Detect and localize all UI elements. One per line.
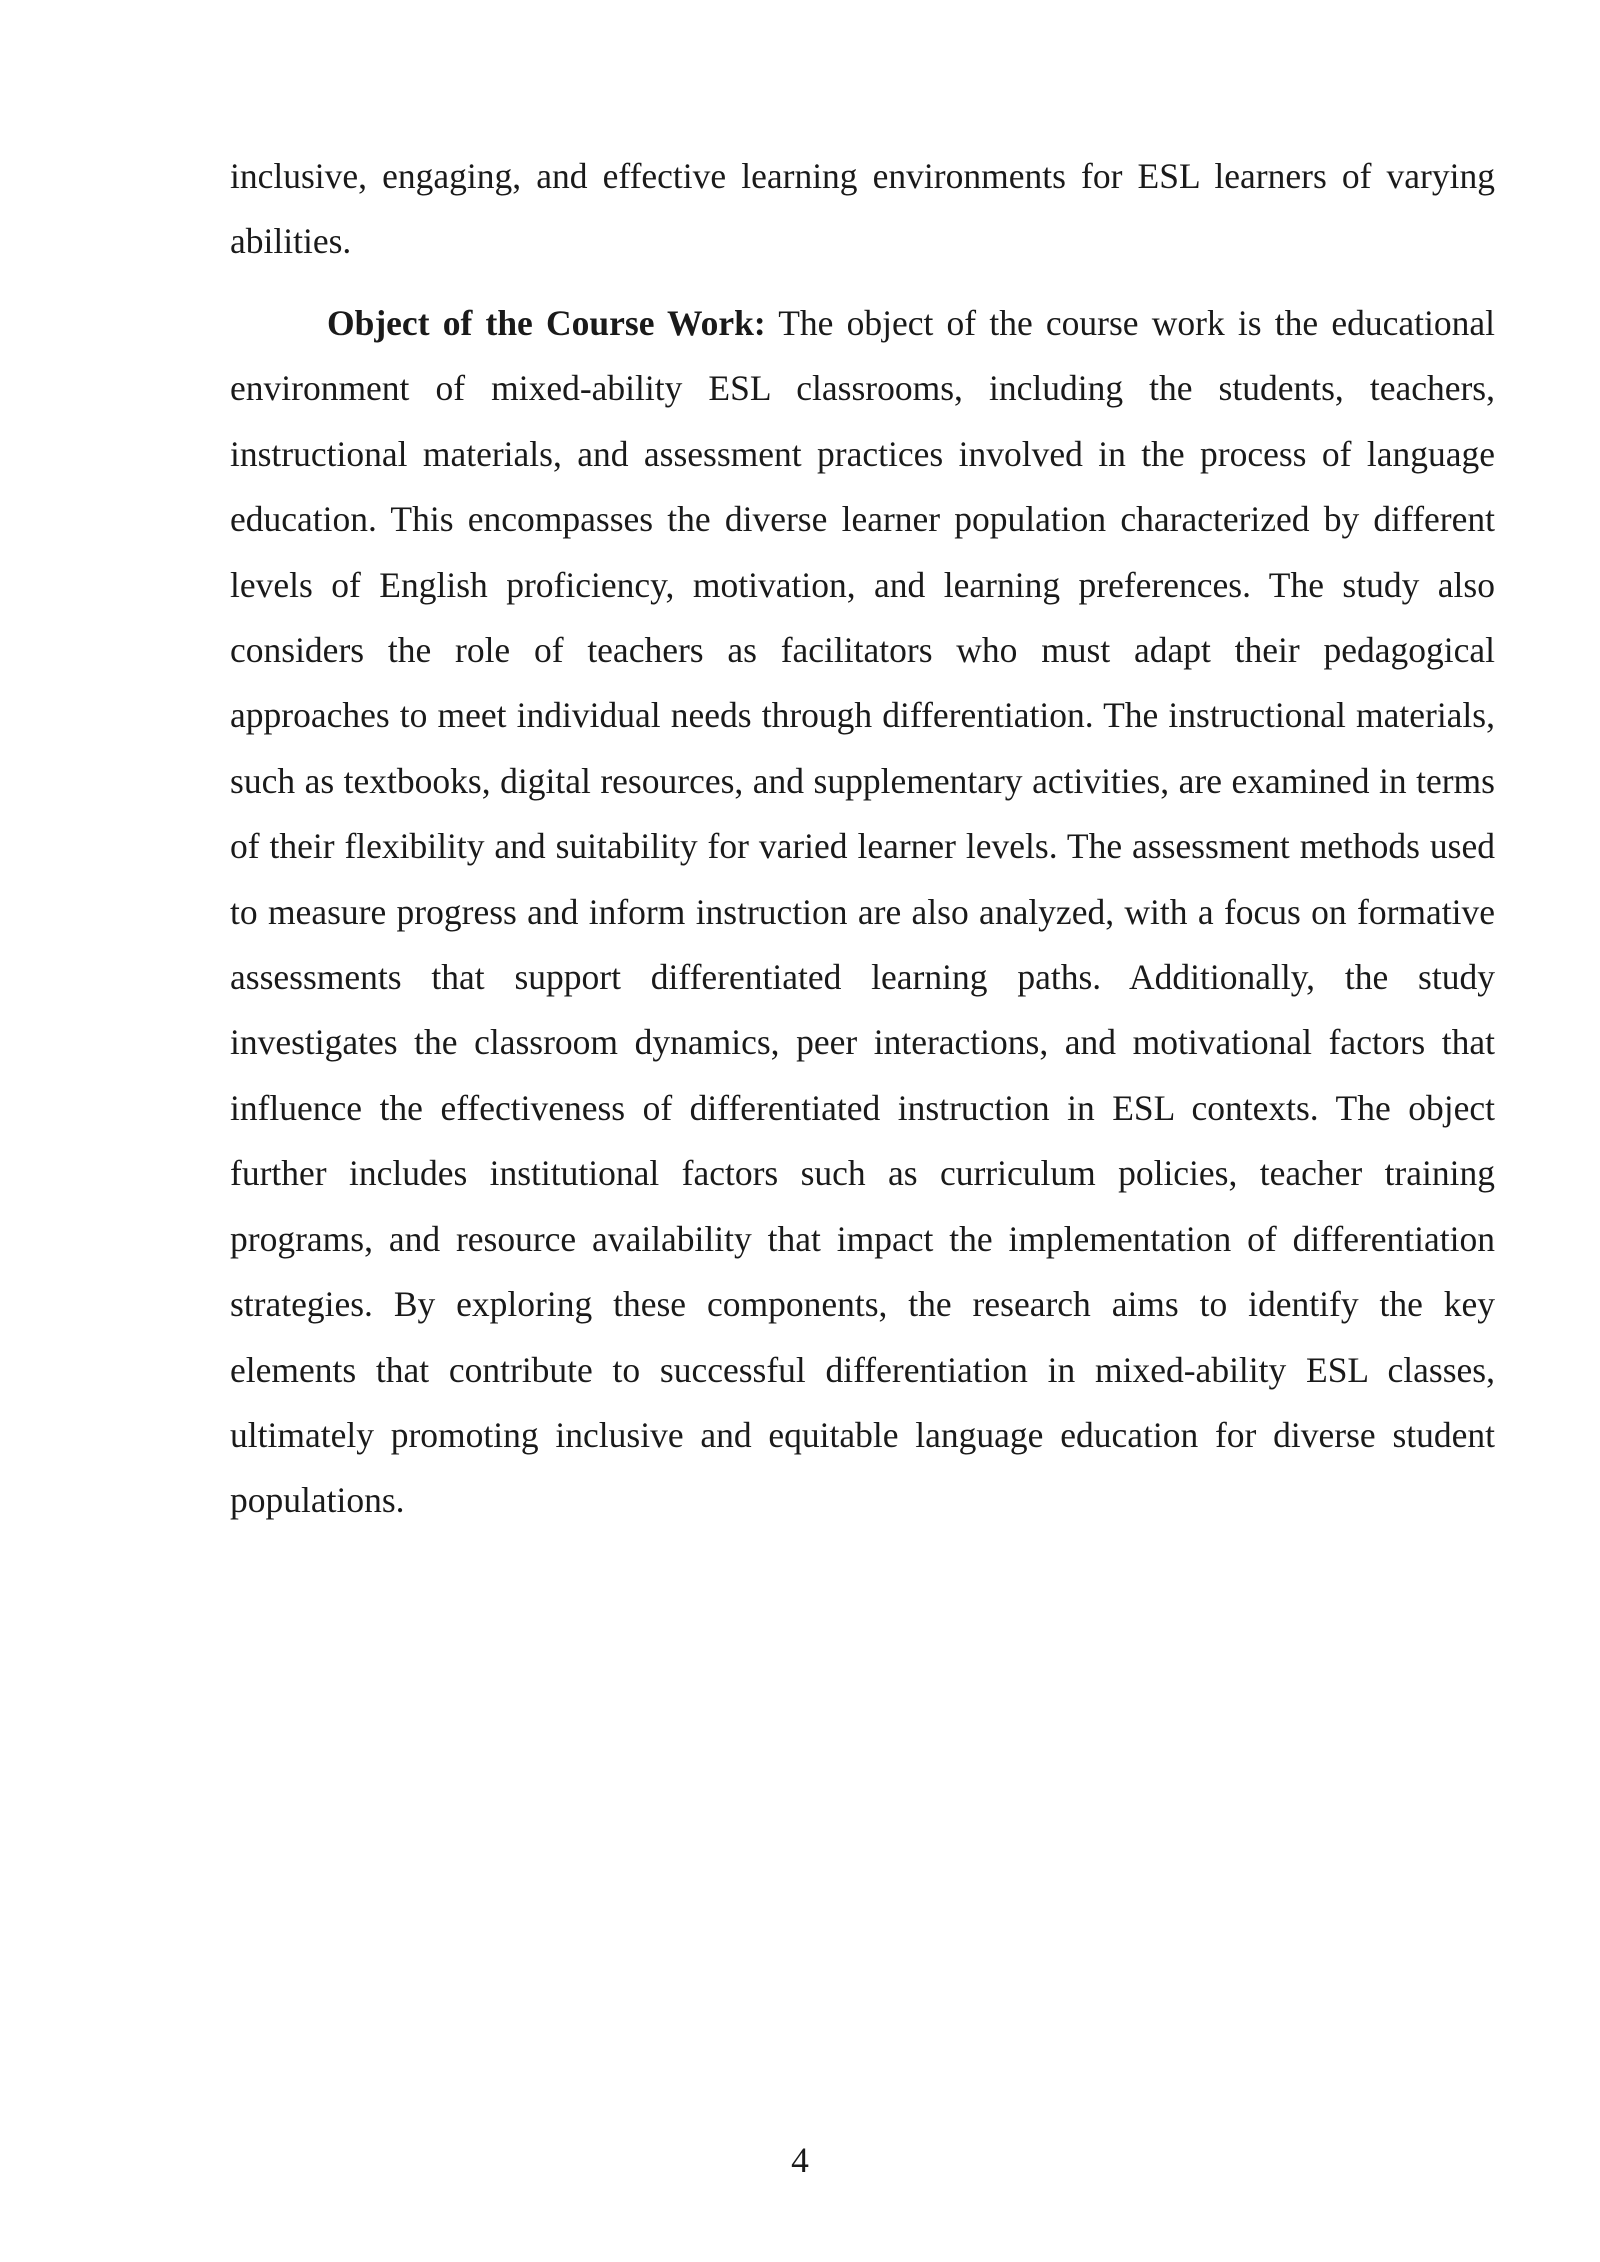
paragraph-object-of-course-work [230,291,1495,1534]
paragraph-body: The object of the course work is the educational environment of mixed-ability ESL classrooms, including the students, teachers, instructional materials, and assessment practices involved in the process of language education. This encompasses the diverse learner population characterized by different levels of English proficiency, motivation, and learning preferences. The study also considers the role of teachers as facilitators who must adapt their pedagogical approaches to meet individual needs through differentiation. The instructional materials, such as textbooks, digital resources, and supplementary activities, are examined in terms of their flexibility and suitability for varied learner levels. The assessment methods used to measure progress and inform instruction are also analyzed, with a focus on formative assessments that support differentiated learning paths. Additionally, the study investigates the classroom dynamics, peer interactions, and motivational factors that influence the effectiveness of differentiated instruction in ESL contexts. The object further includes institutional factors such as curriculum policies, teacher training programs, and resource availability that impact the implementation of differentiation strategies. By exploring these components, the research aims to identify the key elements that contribute to successful differentiation in mixed-ability ESL classes, ultimately promoting inclusive and equitable language education for diverse student populations. [230,303,1495,1521]
paragraph-continuation: inclusive, engaging, and effective learning environments for ESL learners of varying abilities. [230,156,1495,262]
page-number: 4 [791,2140,809,2180]
paragraph-lead-heading: Object of the Course Work: [327,303,766,343]
